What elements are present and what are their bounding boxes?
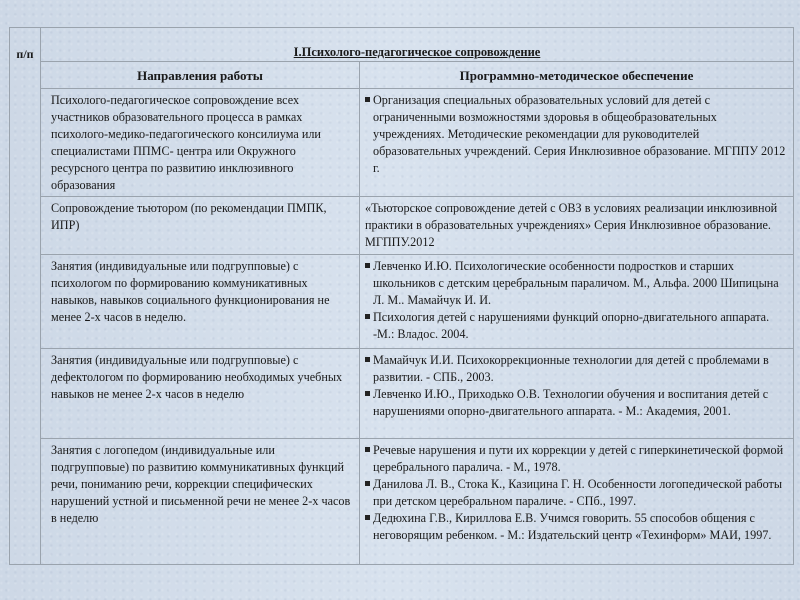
direction-cell: Психолого-педагогическое сопровождение всех участников образовательного процесса в рамках психолого-медико-педагогического консилиума или специалистами ППМС- центра или Окружного ресурсного центра по развитию инклюзивного образования xyxy=(41,89,360,197)
program-item: Дедюхина Г.В., Кириллова Е.В. Учимся говорить. 55 способов общения с неговорящим ребенком. - М.: Издательский центр «Техинформ» МАИ, 1997. xyxy=(365,510,787,544)
table-row xyxy=(10,255,794,349)
program-item: Организация специальных образовательных условий для детей с ограниченными возможностями здоровья в общеобразовательных учреждениях. Методические рекомендации для руководителей образовательных учреждений. Серия Инклюзивное образование. МГППУ 2012 г. xyxy=(365,92,787,177)
program-item: «Тьюторское сопровождение детей с ОВЗ в условиях реализации инклюзивной практики в образовательных учреждениях» Серия Инклюзивное образование. МГППУ.2012 xyxy=(365,201,778,249)
table-row xyxy=(10,89,794,197)
program-item: Левченко И.Ю., Приходько О.В. Технологии обучения и воспитания детей с нарушениями опорно-двигательного аппарата. - М.: Академия, 2001. xyxy=(365,386,787,420)
direction-cell: Занятия (индивидуальные или подгрупповые) с психологом по формированию коммуникативных навыков, навыков социального функционирования не менее 2-х часов в неделю. xyxy=(41,255,360,349)
table-row xyxy=(10,439,794,565)
section-header-row xyxy=(10,28,794,62)
program-cell xyxy=(360,439,794,565)
program-item: Данилова Л. В., Стока К., Казицина Г. Н. Особенности логопедической работы при детском церебральном параличе. - СПб., 1997. xyxy=(365,476,787,510)
direction-cell: Сопровождение тьютором (по рекомендации ПМПК, ИПР) xyxy=(41,197,360,255)
number-column-header xyxy=(10,28,41,565)
program-cell xyxy=(360,89,794,197)
table-row xyxy=(10,349,794,439)
number-column-label: п/п xyxy=(16,47,34,61)
program-item: Психология детей с нарушениями функций опорно-двигательного аппарата. -М.: Владос. 2004. xyxy=(365,309,787,343)
table-row xyxy=(10,197,794,255)
program-cell xyxy=(360,197,794,255)
program-item: Левченко И.Ю. Психологические особенности подростков и старших школьников с детским церебральным параличом. М., Альфа. 2000 Шипицына Л. М.. Мамайчук И. И. xyxy=(365,258,787,309)
direction-cell: Занятия с логопедом (индивидуальные или подгрупповые) по развитию коммуникативных функций речи, пониманию речи, коррекции специфических нарушений устной и письменной речи не менее 2-х часов в неделю xyxy=(41,439,360,565)
column-header-row xyxy=(10,62,794,89)
program-item: Речевые нарушения и пути их коррекции у детей с гиперкинетической формой церебрального паралича. - М., 1978. xyxy=(365,442,787,476)
section-title: I.Психолого-педагогическое сопровождение xyxy=(293,45,541,59)
document-sheet xyxy=(9,27,793,565)
program-cell xyxy=(360,255,794,349)
program-item: Мамайчук И.И. Психокоррекционные технологии для детей с проблемами в развитии. - СПБ., 2003. xyxy=(365,352,787,386)
support-table xyxy=(9,27,794,565)
program-column-header: Программно-методическое обеспечение xyxy=(360,62,794,89)
program-cell xyxy=(360,349,794,439)
direction-cell: Занятия (индивидуальные или подгрупповые) с дефектологом по формированию необходимых учебных навыков не менее 2-х часов в неделю xyxy=(41,349,360,439)
section-title-cell xyxy=(41,28,794,62)
direction-column-header: Направления работы xyxy=(41,62,360,89)
